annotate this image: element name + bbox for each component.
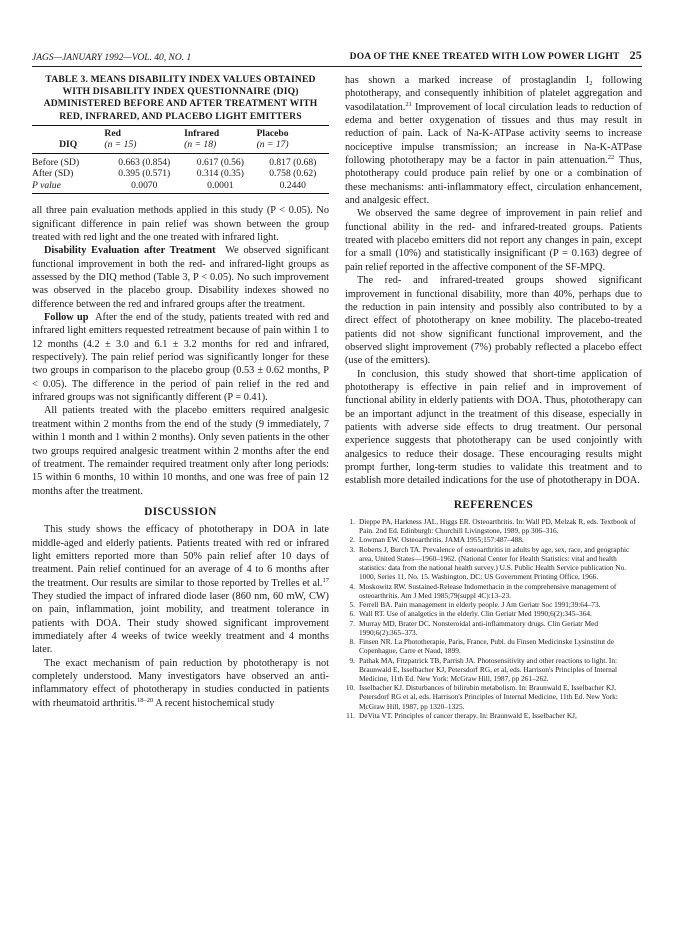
col-header-placebo: Placebo bbox=[257, 125, 329, 139]
citation: 22 bbox=[607, 154, 615, 162]
followup-paragraph bbox=[32, 311, 329, 404]
reference-text: Moskowitz RW. Sustained-Release Indomethacin in the comprehensive management of osteoarthritis. Am J Med 1985;79(suppl 4C):13–23. bbox=[359, 581, 617, 600]
discussion-paragraph-2: The exact mechanism of pain reduction by phototherapy is not completely understood. Many investigators have observed an anti-inflammatory effect of phototherapy in studies conducted in patients with rheumatoid arthritis.$^{18-20}$ A recent histochemical study bbox=[32, 657, 329, 709]
row-label: P value bbox=[32, 180, 104, 194]
reference-text: Murray MD, Brater DC. Nonsteroidal anti-inflammatory drugs. Clin Geriatr Med 1990;6(2):365–373. bbox=[359, 618, 599, 637]
row-label: Before (SD) bbox=[32, 156, 80, 168]
right-column bbox=[345, 74, 642, 720]
reference-item bbox=[345, 582, 642, 600]
disability-index-table bbox=[32, 125, 329, 195]
row-label: After (SD) bbox=[32, 168, 74, 180]
references-heading: REFERENCES bbox=[453, 498, 534, 511]
followup-subheading: Follow up bbox=[44, 312, 89, 324]
col-header-diq: DIQ bbox=[32, 139, 104, 153]
citation: 21 bbox=[405, 100, 412, 108]
reference-text: Pathak MA, Fitzpatrick TB, Parrish JA. Photosensitivity and other reactions to light. In: Braunwald E, Isselbacher KJ, Petersdorf RG, et al, eds. Harrison's Principles of Internal Medicine, 11th Ed. New York: McGraw Hill, 1987, pp 261–262. bbox=[359, 655, 618, 683]
citation: 18–20 bbox=[136, 696, 154, 704]
reference-item bbox=[345, 619, 642, 637]
disability-text: We observed significant functional improvement in both the red- and infrared-light groups as assessed by the DIQ method (Table 3, P < 0.05). No such improvement was observed in the placebo group. Disability indexes showed no difference between the red and infrared groups after the treatment. bbox=[32, 245, 329, 310]
table-row bbox=[32, 153, 329, 168]
disability-paragraph bbox=[32, 244, 329, 311]
col-n-red: (n = 15) bbox=[104, 139, 184, 153]
reference-item bbox=[345, 600, 642, 609]
table-cell: 0.817 (0.68) bbox=[269, 156, 317, 168]
table-cell: 0.2440 bbox=[257, 180, 329, 194]
reference-number: 1. bbox=[349, 517, 355, 526]
discussion-heading: DISCUSSION bbox=[144, 505, 217, 518]
col-n-placebo: (n = 17) bbox=[257, 139, 329, 153]
running-head bbox=[32, 49, 642, 63]
subscript: 2 bbox=[589, 80, 593, 87]
reference-item bbox=[345, 535, 642, 544]
reference-item bbox=[345, 517, 642, 535]
col-n-infrared: (n = 18) bbox=[184, 139, 256, 153]
reference-text: Wall RT. Use of analgetics in the elderly. Clin Geriatr Med 1990;6(2):345–364. bbox=[359, 609, 592, 619]
table-cell: 0.314 (0.35) bbox=[196, 168, 244, 180]
reference-number: 11. bbox=[346, 710, 355, 720]
placebo-paragraph: All patients treated with the placebo emitters required analgesic treatment within 2 months from the end of the study (9 immediately, 7 within 1 month and 1 within 2 months). Only seven patients in the other two groups required analgesic treatment within 2 months after the end of treatment. The remainder required treatment only after long periods: 15 within 6 months, 10 within 10 months, and one was free of pain 12 months after the treatment. bbox=[32, 405, 329, 497]
reference-item bbox=[345, 545, 642, 581]
col-header-red: Red bbox=[104, 125, 184, 139]
reference-number: 4. bbox=[349, 581, 355, 591]
table-cell: 0.0001 bbox=[184, 180, 256, 194]
discussion-paragraph-1: This study shows the efficacy of phototherapy in DOA in late middle-aged and elderly patients. Patients treated with red or infrared light emitters reported more than 50% pain relief after 10 days of treatment. Pain relief continued for an average of 4 to 6 months after the treatment. Our results are similar to those reported by Trelles et al.$^{17}$ They studied the impact of infrared diode laser (860 nm, 60 mW, CW) on pain, inflammation, joint mobility, and treatment tolerance in patients with DOA. Their study showed significant improvement immediately after 4 weeks of twice weekly treatment and 4 months later. bbox=[32, 524, 329, 656]
table-title: TABLE 3. MEANS DISABILITY INDEX VALUES OBTAINED WITH DISABILITY INDEX QUESTIONNAIRE (DIQ) ADMINISTERED BEFORE AND AFTER TREATMENT WITH RED, INFRARED, AND PLACEBO LIGHT EMITTERS bbox=[43, 74, 318, 122]
reference-text: Ferrell BA. Pain management in elderly people. J Am Geriatr Soc 1991;39:64–73. bbox=[359, 600, 601, 610]
journal-citation: JAGS—JANUARY 1992—VOL. 40, NO. 1 bbox=[32, 53, 192, 63]
reference-number: 3. bbox=[349, 544, 355, 554]
reference-item bbox=[345, 683, 642, 710]
header-rule bbox=[32, 66, 642, 67]
results-paragraph: all three pain evaluation methods applied in this study (P < 0.05). No significant difference in pain relief was shown between the group treated with red light and the one treated with infrared light. bbox=[32, 205, 329, 243]
reference-text: Roberts J, Burch TA. Prevalence of osteoarthritis in adults by age, sex, race, and geographic area, United States—1960–1962. (National Center for Health Statistics: vital and health statistics: data from the national health survey.) U.S. Public Health Service publication No. 1000, Series 11, No. 15. Washington, DC: US Government Printing Office, 1966. bbox=[359, 544, 630, 582]
reference-item bbox=[345, 711, 642, 720]
functional-paragraph: The red- and infrared-treated groups showed significant improvement in functional disability, more than 40%, perhaps due to the reduction in pain intensity and possibly also contributed to by a direct effect of phototherapy on knee mobility. The placebo-treated patients did not show significant functional improvement, and the observed slight improvement (7%) probably reflected a placebo effect (use of the emitters). bbox=[345, 275, 642, 367]
reference-text: DeVita VT. Principles of cancer therapy. In: Braunwald E, Isselbacher KJ, bbox=[359, 710, 577, 720]
reference-item bbox=[345, 609, 642, 618]
reference-list bbox=[345, 517, 642, 720]
reference-text: Finsen NR. La Phototherapie, Paris, France, Publ. du Finsen Medicinske Lysinstitut de Copenhague, Carre et Naud, 1899. bbox=[359, 637, 614, 656]
table-row bbox=[32, 168, 329, 180]
running-title-group bbox=[350, 48, 642, 63]
page-number: 25 bbox=[629, 48, 642, 62]
table-cell: 0.0070 bbox=[104, 180, 184, 194]
left-column bbox=[32, 74, 329, 710]
disability-subheading: Disability Evaluation after Treatment bbox=[44, 245, 216, 257]
mechanism-paragraph: has shown a marked increase of prostaglandin $I_2$ following phototherapy, and consequently inhibition of platelet aggregation and vasodilatation.$^{21}$ Improvement of local circulation leads to reduction of edema and better oxygenation of tissues and thus may result in reduction of pain. Lack of Na-K-ATPase activity seems to increase nociceptive impulse transmission; an increase in Na-K-ATPase following phototherapy may be a factor in pain attenuation.$^{22}$ Thus, phototherapy could produce pain relief by one or a combination of these mechanisms: anti-inflammatory effect, circulation enhancement, and analgesic effect. bbox=[345, 75, 642, 207]
reference-number: 2. bbox=[349, 535, 355, 545]
col-header-infrared: Infrared bbox=[184, 125, 256, 139]
running-title: DOA OF THE KNEE TREATED WITH LOW POWER LIGHT bbox=[349, 52, 620, 62]
conclusion-paragraph: In conclusion, this study showed that short-time application of phototherapy is effective in pain relief and in improvement of functional ability in elderly patients with DOA. Thus, phototherapy can be an important adjunct in the treatment of this disease, especially in patients with adverse side effects to drug treatment. Our personal experience suggests that phototherapy can be used conjointly with analgesics to reduce their dosage. These encouraging results might prompt further, long-term studies to validate this treatment and to establish more detailed indications for the use of phototherapy in DOA. bbox=[345, 368, 642, 487]
reference-number: 5. bbox=[349, 600, 355, 610]
reference-text: Isselbacher KJ. Disturbances of bilirubin metabolism. In: Braunwald E, Isselbacher KJ, Petersdorf RG et al, eds. Harrison's Principles of Internal Medicine, 11th Ed. New York: McGraw Hill, 1987, pp 1320–1325. bbox=[359, 683, 618, 711]
reference-number: 9. bbox=[349, 655, 355, 665]
reference-number: 6. bbox=[349, 609, 355, 619]
reference-number: 8. bbox=[349, 637, 355, 647]
reference-item bbox=[345, 637, 642, 655]
reference-number: 7. bbox=[349, 618, 355, 628]
reference-text: Lowman EW. Osteoarthritis. JAMA 1955;157:487–488. bbox=[359, 535, 524, 545]
table-cell: 0.395 (0.571) bbox=[118, 168, 171, 180]
citation: 17 bbox=[322, 576, 329, 584]
followup-text: After the end of the study, patients treated with red and infrared light emitters requested retreatment because of pain within 1 to 12 months (4.2 ± 3.0 and 6.1 ± 3.2 months for red and infrared, respectively). The pain relief period was significantly longer for these two groups in comparison to the placebo group (0.53 ± 0.62 months, P < 0.05). The difference in the period of pain relief in the red and infrared groups was not significantly different (P = 0.41). bbox=[32, 312, 329, 404]
reference-number: 10. bbox=[345, 683, 355, 693]
table-cell: 0.758 (0.62) bbox=[269, 168, 317, 180]
table-cell: 0.663 (0.854) bbox=[118, 156, 171, 168]
table-cell: 0.617 (0.56) bbox=[196, 156, 244, 168]
reference-item bbox=[345, 656, 642, 683]
reference-text: Dieppe PA, Harkness JAL, Higgs ER. Osteoarthritis. In: Wall PD, Melzak R, eds. Textbook of Pain. 2nd Ed. Edinburgh: Churchill Livingstone, 1989, pp 306–316. bbox=[359, 517, 636, 536]
table-row bbox=[32, 180, 329, 194]
table-corner bbox=[32, 125, 104, 139]
improvement-paragraph: We observed the same degree of improvement in pain relief and functional ability in the red- and infrared-treated groups. Patients treated with placebo emitters did not report any changes in pain, except for a small (10%) and statistically insignificant (P = 0.163) degree of pain relief reported in the affective component of the SF-MPQ. bbox=[345, 208, 642, 273]
